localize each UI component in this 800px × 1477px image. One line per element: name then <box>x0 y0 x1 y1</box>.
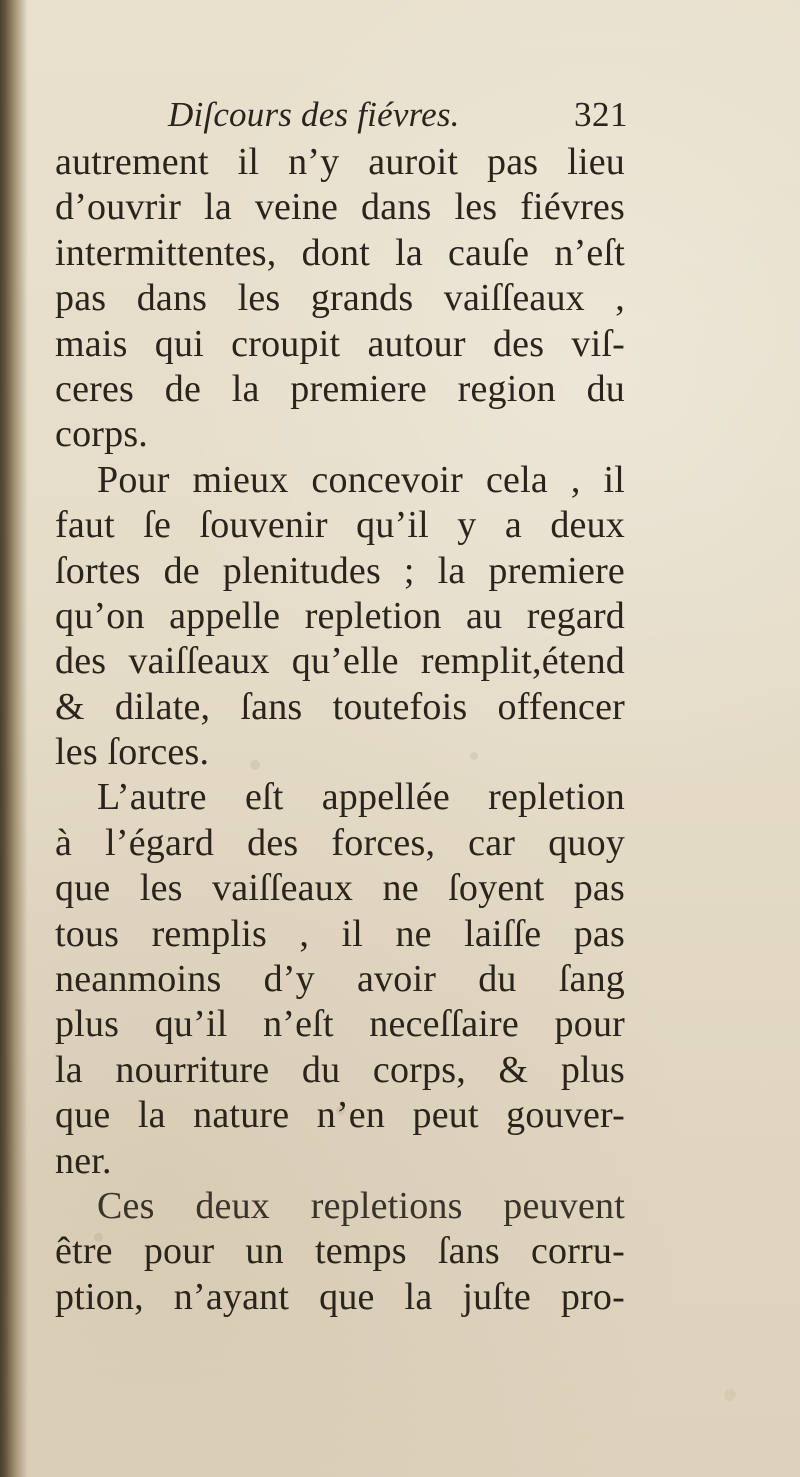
text-line: Pour mieux concevoir cela , il <box>97 458 625 501</box>
text-line: intermittentes, dont la cauſe n’eſt <box>55 231 625 274</box>
text-line: que les vaiſſeaux ne ſoyent pas <box>55 867 625 910</box>
text-line: à l’égard des forces, car quoy <box>55 821 625 864</box>
text-line: qu’on appelle repletion au regard <box>55 594 625 637</box>
text-line: & dilate, ſans toutefois offencer <box>55 685 625 728</box>
text-line: ceres de la premiere region du <box>55 367 625 410</box>
text-line: faut ſe ſouvenir qu’il y a deux <box>55 504 625 547</box>
text-line: ner. <box>55 1139 112 1182</box>
text-line: des vaiſſeaux qu’elle remplit,étend <box>55 640 625 683</box>
text-line: tous remplis , il ne laiſſe pas <box>55 912 625 955</box>
text-line: la nourriture du corps, & plus <box>55 1048 625 1091</box>
text-line: mais qui croupit autour des viſ- <box>55 322 625 365</box>
running-head: Diſcours des fiévres. <box>168 95 460 134</box>
text-line: que la nature n’en peut gouver- <box>55 1094 625 1137</box>
text-line: plus qu’il n’eſt neceſſaire pour <box>55 1003 625 1046</box>
binding-gutter <box>0 0 28 1477</box>
text-line: Ces deux repletions peuvent <box>97 1184 625 1227</box>
text-line: ption, n’ayant que la juſte pro- <box>55 1275 625 1318</box>
text-line: les ſorces. <box>55 731 210 774</box>
paper-spot <box>724 1389 736 1401</box>
text-line: L’autre eſt appellée repletion <box>97 776 625 819</box>
text-line: ſortes de plenitudes ; la premiere <box>55 549 625 592</box>
page-number: 321 <box>574 95 628 134</box>
text-line: neanmoins d’y avoir du ſang <box>55 958 625 1001</box>
text-line: autrement il n’y auroit pas lieu <box>55 141 625 183</box>
text-line: corps. <box>55 413 149 456</box>
text-line: être pour un temps ſans corru- <box>55 1230 625 1273</box>
text-line: pas dans les grands vaiſſeaux , <box>55 277 625 320</box>
text-line: d’ouvrir la veine dans les fiévres <box>55 186 625 229</box>
body-text <box>55 140 625 1320</box>
